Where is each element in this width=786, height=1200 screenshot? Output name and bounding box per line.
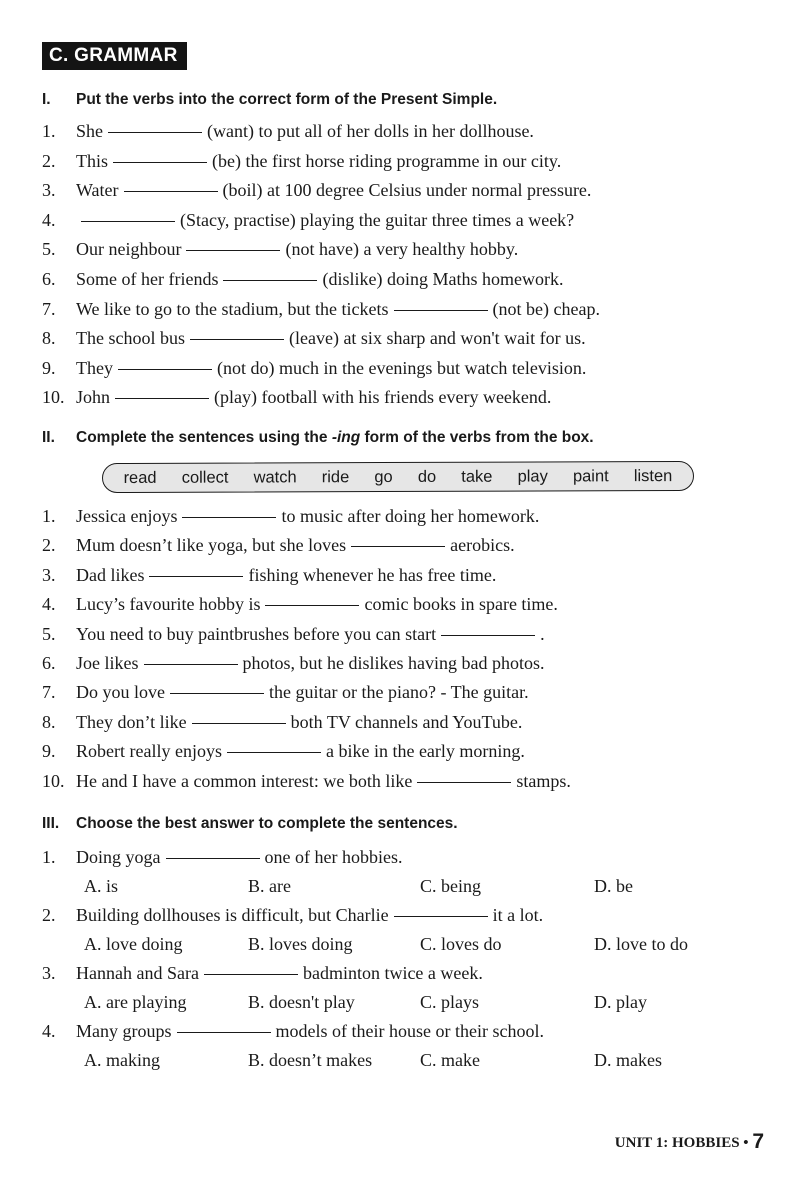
item-number: 4. [42, 1021, 56, 1041]
part2-item [42, 532, 515, 560]
item-number: 7. [42, 298, 56, 319]
item-number: 10. [42, 387, 65, 408]
item-text-after: photos, but he dislikes having bad photos. [242, 653, 545, 673]
item-text-before: Many groups [76, 1021, 172, 1041]
part2-item [42, 679, 529, 707]
answer-option[interactable]: A. are playing [84, 992, 187, 1012]
answer-blank[interactable] [394, 915, 488, 917]
answer-option[interactable]: B. are [248, 876, 291, 896]
part3-item [42, 902, 543, 930]
answer-option[interactable]: D. be [594, 876, 633, 896]
answer-blank[interactable] [118, 368, 212, 370]
item-text-before: She [76, 121, 103, 141]
item-text-before: Our neighbour [76, 239, 182, 260]
answer-blank[interactable] [124, 190, 218, 192]
answer-blank[interactable] [144, 663, 238, 665]
item-number: 2. [42, 905, 56, 925]
part2-item [42, 562, 496, 590]
answer-blank[interactable] [108, 131, 202, 133]
section-title: C. GRAMMAR [42, 42, 187, 70]
part2-instruction [42, 428, 594, 448]
item-text-before: Joe likes [76, 653, 139, 673]
item-text-before: Mum doesn’t like yoga, but she loves [76, 535, 347, 556]
answer-blank[interactable] [186, 249, 280, 251]
part1-item [42, 118, 534, 146]
part3-number: III. [42, 815, 60, 832]
part1-item [42, 236, 518, 264]
part1-item [42, 325, 586, 353]
word-box-word: take [461, 467, 493, 486]
item-number: 1. [42, 847, 56, 867]
answer-option[interactable]: C. plays [420, 992, 480, 1012]
answer-blank[interactable] [149, 575, 243, 577]
part1-instruction-text: Put the verbs into the correct form of the Present Simple. [76, 91, 498, 108]
answer-blank[interactable] [177, 1031, 271, 1033]
item-text-before: He and I have a common interest: we both like [76, 770, 413, 791]
part3-item [42, 1018, 544, 1046]
item-number: 9. [42, 741, 56, 762]
answer-option[interactable]: D. play [594, 992, 647, 1012]
answer-option[interactable]: D. makes [594, 1050, 662, 1070]
answer-blank[interactable] [265, 604, 359, 606]
item-text-after: (be) the first horse riding programme in our city. [212, 150, 562, 171]
footer-unit: UNIT 1: HOBBIES [614, 1135, 740, 1151]
item-text-after: (leave) at six sharp and won't wait for us. [288, 328, 586, 349]
item-number: 6. [42, 653, 56, 673]
answer-blank[interactable] [113, 161, 207, 163]
item-text-after: to music after doing her homework. [281, 506, 540, 526]
answer-blank[interactable] [81, 220, 175, 222]
part1-number: I. [42, 91, 51, 108]
part1-item [42, 296, 600, 324]
answer-option[interactable]: C. loves do [420, 934, 502, 954]
item-text-before: Do you love [76, 682, 165, 703]
answer-option[interactable]: B. loves doing [248, 934, 353, 954]
answer-option[interactable]: A. making [84, 1050, 160, 1070]
footer-bullet: • [743, 1135, 749, 1151]
item-number: 1. [42, 121, 56, 141]
item-number: 8. [42, 711, 56, 732]
item-number: 4. [42, 594, 56, 615]
answer-blank[interactable] [182, 516, 276, 518]
item-number: 1. [42, 506, 56, 526]
item-text-after: both TV channels and YouTube. [290, 711, 523, 732]
word-box-word: listen [633, 466, 673, 485]
answer-options [84, 873, 704, 899]
word-box-word: paint [572, 466, 609, 485]
answer-blank[interactable] [227, 751, 321, 753]
part1-instruction [42, 90, 497, 110]
part2-item [42, 591, 558, 619]
item-number: 2. [42, 535, 56, 556]
part3-instruction-text: Choose the best answer to complete the sentences. [76, 815, 458, 832]
answer-blank[interactable] [115, 397, 209, 399]
item-number: 3. [42, 963, 56, 983]
part2-item [42, 738, 525, 766]
part1-item [42, 266, 563, 294]
item-text-before: This [76, 150, 109, 171]
word-box-word: go [374, 467, 393, 486]
item-text-after: (dislike) doing Maths homework. [322, 269, 564, 289]
answer-blank[interactable] [417, 781, 511, 783]
item-text-after: (play) football with his friends every weekend. [214, 387, 552, 408]
word-box-word: watch [253, 467, 297, 487]
item-text-after: comic books in spare time. [364, 594, 558, 615]
item-text-after: the guitar or the piano? - The guitar. [269, 682, 529, 703]
item-number: 5. [42, 239, 56, 260]
part2-item [42, 768, 571, 796]
part3-item [42, 960, 483, 988]
answer-blank[interactable] [351, 545, 445, 547]
answer-blank[interactable] [441, 634, 535, 636]
part1-item [42, 207, 574, 235]
part2-instruction-em: -ing [331, 429, 361, 446]
item-text-after: (Stacy, practise) playing the guitar three times a week? [180, 209, 575, 230]
part2-item [42, 621, 545, 649]
item-text-after: one of her hobbies. [264, 847, 403, 867]
item-text-before: Robert really enjoys [76, 741, 222, 762]
word-box-word: do [417, 467, 437, 486]
item-text-after: (want) to put all of her dolls in her dollhouse. [207, 121, 534, 141]
answer-option[interactable]: A. is [84, 876, 119, 896]
item-number: 4. [42, 209, 56, 230]
answer-blank[interactable] [170, 692, 264, 694]
answer-option[interactable]: B. doesn’t makes [248, 1050, 373, 1070]
part2-item [42, 503, 539, 531]
item-text-after: (not have) a very healthy hobby. [285, 239, 519, 260]
item-text-before: They [76, 357, 113, 378]
item-text-before: The school bus [76, 328, 185, 349]
answer-blank[interactable] [223, 279, 317, 281]
item-text-after: fishing whenever he has free time. [248, 564, 497, 585]
item-number: 6. [42, 269, 56, 289]
part1-item [42, 177, 591, 205]
item-text-after: (not do) much in the evenings but watch television. [216, 357, 587, 378]
item-text-after: (not be) cheap. [492, 298, 600, 319]
page-footer [615, 1130, 764, 1154]
item-text-after: models of their house or their school. [275, 1021, 544, 1041]
answer-option[interactable]: B. doesn't play [248, 992, 355, 1012]
item-text-before: Some of her friends [76, 269, 219, 289]
answer-options [84, 989, 704, 1015]
item-text-after: (boil) at 100 degree Celsius under normal pressure. [222, 180, 592, 201]
item-text-after: a bike in the early morning. [325, 741, 525, 762]
part2-number: II. [42, 429, 55, 446]
answer-options [84, 931, 704, 957]
word-box-word: collect [181, 468, 229, 487]
item-text-before: John [76, 387, 111, 408]
item-text-before: Dad likes [76, 564, 145, 585]
item-text-after: badminton twice a week. [302, 963, 483, 983]
item-number: 7. [42, 682, 56, 703]
word-box-word: ride [321, 467, 350, 486]
item-text-before: Hannah and Sara [76, 963, 199, 983]
item-text-before: We like to go to the stadium, but the tickets [76, 298, 389, 319]
word-box [102, 461, 694, 493]
item-text-after: stamps. [516, 770, 571, 791]
item-text-before: Water [76, 180, 119, 201]
item-text-before: You need to buy paintbrushes before you can start [76, 623, 437, 644]
item-number: 8. [42, 328, 56, 349]
answer-option[interactable]: C. make [420, 1050, 480, 1070]
item-number: 5. [42, 623, 56, 644]
part2-instruction-before: Complete the sentences using the [76, 429, 332, 446]
part1-item [42, 148, 561, 176]
item-text-before: They don’t like [76, 711, 187, 732]
item-text-after: it a lot. [492, 905, 544, 925]
answer-options [84, 1047, 704, 1073]
item-text-before: Lucy’s favourite hobby is [76, 594, 261, 615]
answer-option[interactable]: C. being [420, 876, 481, 896]
page-number: 7 [752, 1130, 764, 1153]
part2-item [42, 650, 544, 678]
item-number: 3. [42, 564, 56, 585]
answer-blank[interactable] [190, 338, 284, 340]
answer-blank[interactable] [394, 309, 488, 311]
answer-option[interactable]: A. love doing [84, 934, 183, 954]
part3-item [42, 844, 402, 872]
item-number: 9. [42, 357, 56, 378]
answer-blank[interactable] [166, 857, 260, 859]
part3-instruction [42, 814, 458, 834]
item-number: 3. [42, 180, 56, 201]
item-number: 10. [42, 770, 65, 791]
answer-blank[interactable] [192, 722, 286, 724]
part2-instruction-after: form of the verbs from the box. [360, 429, 594, 446]
answer-blank[interactable] [204, 973, 298, 975]
word-box-word: read [123, 468, 157, 487]
item-text-before: Doing yoga [76, 847, 161, 867]
item-text-after: . [540, 623, 545, 644]
word-box-word: play [517, 466, 548, 486]
part1-item [42, 384, 551, 412]
item-text-after: aerobics. [450, 535, 515, 556]
item-text-before: Jessica enjoys [76, 506, 178, 526]
item-number: 2. [42, 150, 56, 171]
part1-item [42, 355, 586, 383]
answer-option[interactable]: D. love to do [594, 934, 688, 954]
part2-item [42, 709, 522, 737]
item-text-before: Building dollhouses is difficult, but Charlie [76, 905, 389, 925]
